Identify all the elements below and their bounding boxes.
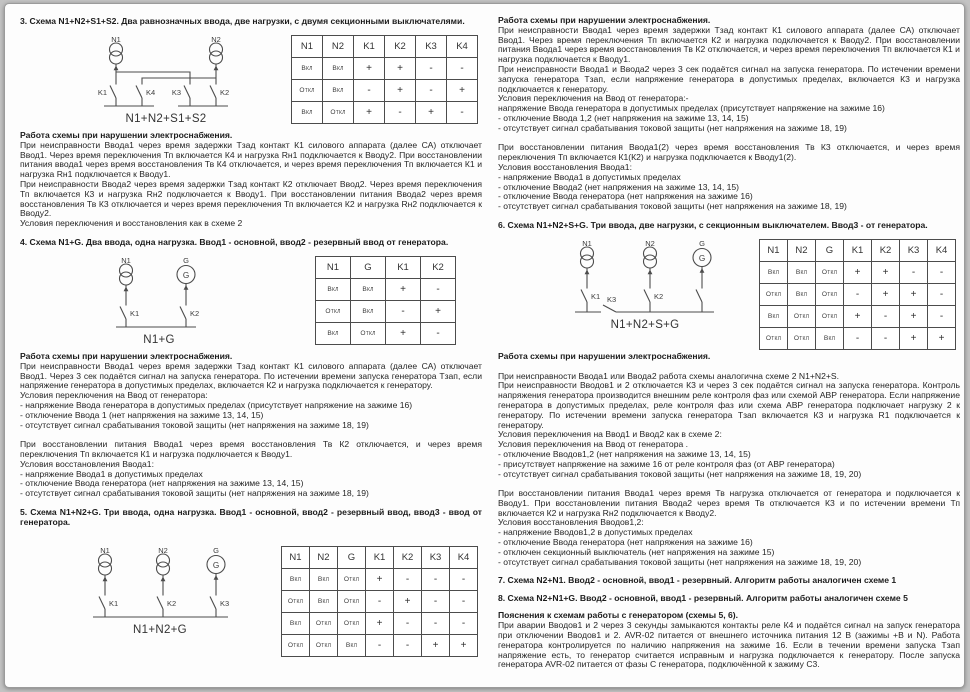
- switch-k3-label: K3: [220, 598, 230, 608]
- table-header-cell: G: [351, 256, 386, 278]
- section-7-title: 7. Схема N2+N1. Ввод2 - основной, ввод1 - резервный. Алгоритм работы аналогичен схеме 1: [498, 575, 897, 586]
- text-line: При неисправности Ввода1 и Ввода2 через 3 сек подаётся сигнал на запуска генератора. По истечении времени запуска генератора Тзап, если напряжение генератора в допустимых пределах, включается К3 и нагрузка подключается к генератору.: [498, 63, 960, 94]
- document-page: [4, 3, 965, 688]
- switch-k2-label: K2: [220, 88, 230, 97]
- table-cell: -: [385, 102, 416, 124]
- table-cell: +: [354, 58, 385, 80]
- table-header-cell: K3: [900, 239, 928, 261]
- table-cell: Откл: [351, 322, 386, 344]
- text-line: При неисправности Ввода2 через время задержки Тзад контакт К2 отключает Ввод2. Через время переключения Тп включается К3 и нагрузка Rн2 подключается к Вводу1. При восстановлении питания Ввода2 через время восстановления Тв К3 отключается и через время переключения Тп включается К2 и нагрузка Rн2 подключается к Вводу2.: [20, 178, 482, 219]
- table-cell: -: [422, 612, 450, 634]
- table-row: [316, 278, 456, 300]
- table-cell: -: [447, 58, 478, 80]
- text-heading: Работа схемы при нарушении электроснабжения.: [498, 15, 711, 25]
- table-header-cell: N1: [760, 239, 788, 261]
- table-cell: Вкл: [338, 634, 366, 656]
- table-row: [292, 102, 478, 124]
- table-cell: Откл: [788, 305, 816, 327]
- table-header-cell: N2: [310, 546, 338, 568]
- section-6-text: [498, 352, 960, 568]
- table-cell: Вкл: [310, 568, 338, 590]
- table-cell: -: [450, 590, 478, 612]
- table-cell: +: [416, 102, 447, 124]
- text-line: При восстановлении питания Ввода1(2) через время восстановления Тв К3 отключается, и через время переключения Тп включается К1(К2) и нагрузка подключается к Вводу1(2).: [498, 142, 960, 163]
- text-line: - отключение Ввода2 (нет напряжения на зажиме 13, 14, 15): [498, 181, 740, 192]
- text-line: При аварии Вводов1 и 2 через 3 секунды замыкаются контакты реле К4 и подаётся сигнал на запуск генератора при отключении Вводов1 и 2. AVR-02 питается от внешнего источника питания 12 В (зажимы +В и N). Работа генератора контролируется по наличию напряжения на зажиме 16. Если в течении времени запуска Тзап напряжение есть, то генератор считается исправным и нагрузка подключается к генератору. После запуска генератора AVR-02 питается от фазы С генератора, подключённой к зажиму С3.: [498, 620, 960, 670]
- table-cell: Откл: [310, 634, 338, 656]
- table-header-cell: G: [816, 239, 844, 261]
- switch-k1-label: K1: [130, 308, 140, 318]
- text-line: - отсутствует сигнал срабатывания токовой защиты (нет напряжения на зажиме 18, 19): [20, 419, 369, 430]
- table-cell: +: [447, 80, 478, 102]
- table-cell: +: [900, 327, 928, 349]
- two-column-layout: [20, 14, 960, 670]
- table-cell: +: [386, 278, 421, 300]
- table-cell: -: [844, 327, 872, 349]
- table-cell: -: [450, 568, 478, 590]
- table-row: [292, 58, 478, 80]
- table-cell: Вкл: [282, 568, 310, 590]
- text-line: - отсутствует сигнал срабатывания токовой защиты (нет напряжения на зажиме 18, 19): [20, 488, 369, 499]
- table-cell: +: [385, 80, 416, 102]
- state-table-5: [281, 543, 478, 657]
- table-cell: Вкл: [310, 590, 338, 612]
- text-line: - напряжение Вводов1,2 в допустимых пределах: [498, 527, 693, 538]
- table-header-cell: K3: [422, 546, 450, 568]
- table-cell: Откл: [788, 327, 816, 349]
- table-cell: Откл: [292, 80, 323, 102]
- table-header-cell: K1: [366, 546, 394, 568]
- text-line: Условия восстановления Ввода1:: [20, 458, 154, 469]
- text-line: - отсутствует сигнал срабатывания токовой защиты (нет напряжения на зажиме 18, 19, 20): [498, 468, 862, 479]
- wiring: [124, 283, 189, 305]
- table-cell: +: [928, 327, 956, 349]
- wiring: [585, 266, 705, 288]
- left-column: [20, 14, 482, 670]
- wiring: [103, 573, 219, 595]
- text-line: - отключен секционный выключатель (нет напряжения на зажиме 15): [498, 546, 775, 557]
- table-cell: -: [416, 58, 447, 80]
- table-cell: Вкл: [282, 612, 310, 634]
- table-cell: Вкл: [351, 278, 386, 300]
- table-cell: +: [421, 300, 456, 322]
- table-cell: Откл: [816, 283, 844, 305]
- transformer-n1-icon: [120, 256, 133, 285]
- table-cell: -: [366, 590, 394, 612]
- generator-icon: [177, 256, 195, 284]
- text-line: При неисправности Ввода1 через время задержки Тзад контакт К1 силового аппарата (далее СА) отключает Ввод1. Через время переключения Тп включается К4 и нагрузка Rн1 подключается к Вводу2. При восстановлении питания ввода1 через время восстановления Тв К4 отключается, и через время переключения Тп включается К1 и нагрузка Rн1 подключается к Вводу1.: [20, 139, 482, 180]
- table-cell: -: [416, 80, 447, 102]
- table-cell: -: [422, 590, 450, 612]
- table-row: [760, 283, 956, 305]
- text-line: - отсутствует сигнал срабатывания токовой защиты (нет напряжения на зажиме 18, 19): [498, 201, 847, 212]
- text-heading: Работа схемы при нарушении электроснабжения.: [20, 350, 233, 361]
- table-header-cell: K1: [386, 256, 421, 278]
- table-cell: +: [366, 568, 394, 590]
- table-header-cell: K2: [394, 546, 422, 568]
- table-header-cell: K4: [447, 36, 478, 58]
- table-cell: -: [872, 305, 900, 327]
- generator-letter: G: [698, 253, 706, 263]
- table-cell: Вкл: [788, 283, 816, 305]
- table-cell: +: [386, 322, 421, 344]
- table-cell: +: [422, 634, 450, 656]
- text-line: Условия переключения и восстановления как в схеме 2: [20, 218, 243, 229]
- source-n1-label: N1: [111, 35, 121, 44]
- table-cell: Вкл: [316, 322, 351, 344]
- switches: [120, 306, 199, 327]
- source-g-label: G: [699, 238, 705, 248]
- sectional-switch: [603, 295, 616, 312]
- switches: [98, 86, 229, 107]
- table-row: [760, 305, 956, 327]
- table-cell: Откл: [323, 102, 354, 124]
- table-header-cell: N1: [316, 256, 351, 278]
- table-cell: +: [900, 305, 928, 327]
- section-5-text: [498, 16, 960, 212]
- text-line: - отключение Ввода 1,2 (нет напряжения на зажиме 13, 14, 15): [498, 112, 749, 123]
- section-6-title: 6. Схема N1+N2+S+G. Три ввода, две нагрузки, с секционным выключателем. Ввод3 - от генератора.: [498, 219, 928, 230]
- source-n2-label: N2: [211, 35, 221, 44]
- section-4-figure-row: [20, 249, 482, 352]
- scheme-label: N1+N2+S1+S2: [125, 113, 207, 125]
- text-line: - отключение Ввода генератора (нет напряжения на зажиме 13, 14, 15): [20, 478, 304, 489]
- table-cell: Откл: [338, 590, 366, 612]
- table-cell: +: [872, 261, 900, 283]
- table-cell: -: [421, 278, 456, 300]
- source-n2-label: N2: [645, 238, 655, 248]
- table-cell: Откл: [282, 590, 310, 612]
- table-cell: +: [872, 283, 900, 305]
- text-line: - отсутствует сигнал срабатывания токовой защиты (нет напряжения на зажиме 18, 19): [498, 122, 847, 133]
- table-cell: Вкл: [323, 80, 354, 102]
- switches: [581, 289, 702, 312]
- generator-letter: G: [212, 560, 220, 570]
- table-cell: Откл: [816, 305, 844, 327]
- state-table-6: [759, 236, 956, 350]
- table-cell: Вкл: [316, 278, 351, 300]
- generator-icon: [693, 239, 711, 267]
- diagram-n1-n2-s1-s2: [54, 32, 286, 129]
- table-cell: Вкл: [292, 102, 323, 124]
- table-cell: Откл: [282, 634, 310, 656]
- switch-k3-label: K3: [607, 294, 617, 304]
- table-cell: -: [928, 305, 956, 327]
- table-cell: +: [844, 305, 872, 327]
- text-line: Условия восстановления Вводов1,2:: [498, 517, 644, 528]
- switch-k3-label: K3: [171, 88, 181, 97]
- state-table: [291, 35, 478, 124]
- table-row: [282, 590, 478, 612]
- table-header-cell: K4: [928, 239, 956, 261]
- text-line: Условия переключения на Ввод от генератора:: [20, 390, 208, 401]
- scheme-label: N1+G: [143, 333, 175, 346]
- table-row: [760, 327, 956, 349]
- table-row: [282, 568, 478, 590]
- text-heading: Работа схемы при нарушении электроснабжения.: [20, 130, 233, 140]
- table-cell: +: [385, 58, 416, 80]
- transformer-n2-icon: [644, 239, 657, 268]
- table-header-cell: K4: [450, 546, 478, 568]
- source-n2-label: N2: [158, 545, 168, 555]
- table-header-cell: N2: [323, 36, 354, 58]
- table-row: [316, 300, 456, 322]
- table-cell: -: [394, 612, 422, 634]
- section-5-title: 5. Схема N1+N2+G. Три ввода, одна нагрузка. Ввод1 - основной, ввод2 - резервный ввод, ввод3 - ввод от генератора.: [20, 506, 482, 527]
- table-cell: Откл: [760, 327, 788, 349]
- table-cell: +: [394, 590, 422, 612]
- table-header-cell: K2: [385, 36, 416, 58]
- table-cell: Вкл: [816, 327, 844, 349]
- table-row: [282, 612, 478, 634]
- text-heading: Пояснения к схемам работы с генератором (схемы 5, 6).: [498, 610, 739, 621]
- source-n1-label: N1: [100, 545, 110, 555]
- section-5-figure-row: [20, 529, 482, 659]
- table-row: [316, 322, 456, 344]
- text-line: Условия восстановления Ввода1:: [498, 161, 632, 172]
- text-line: Условия переключения на Ввод от генератора:-: [498, 93, 689, 104]
- text-line: - присутствует напряжение на зажиме 16 от реле контроля фаз (от АВР генератора): [498, 458, 835, 469]
- table-cell: +: [450, 634, 478, 656]
- table-cell: -: [421, 322, 456, 344]
- table-cell: Откл: [316, 300, 351, 322]
- table-header-cell: K1: [354, 36, 385, 58]
- diagram-n1-g: [64, 253, 254, 350]
- table-row: [282, 634, 478, 656]
- table-cell: +: [354, 102, 385, 124]
- table-header-cell: N1: [292, 36, 323, 58]
- table-cell: -: [447, 102, 478, 124]
- right-column: [498, 14, 960, 670]
- table-row: [760, 261, 956, 283]
- text-line: - отключение Ввода генератора (нет напряжения на зажиме 16): [498, 191, 753, 202]
- section-3-title: 3. Схема N1+N2+S1+S2. Два равнозначных ввода, две нагрузки, с двумя секционными выключателями.: [20, 16, 465, 26]
- switch-k1-label: K1: [109, 598, 119, 608]
- table-cell: -: [928, 283, 956, 305]
- table-cell: -: [872, 327, 900, 349]
- text-line: Условия переключения на Ввод1 и Ввод2 как в схеме 2:: [498, 429, 722, 440]
- source-n1-label: N1: [582, 238, 592, 248]
- table-cell: Откл: [760, 283, 788, 305]
- table-cell: Вкл: [323, 58, 354, 80]
- switches: [99, 596, 229, 617]
- section-4-title: 4. Схема N1+G. Два ввода, одна нагрузка. Ввод1 - основной, ввод2 - резервный ввод от генератора.: [20, 236, 449, 247]
- source-n1-label: N1: [121, 255, 131, 265]
- diagram-n1-n2-g: [60, 543, 265, 640]
- switch-k2-label: K2: [654, 291, 664, 301]
- table-header-cell: K1: [844, 239, 872, 261]
- text-line: - отсутствует сигнал срабатывания токовой защиты (нет напряжения на зажиме 18, 19, 20): [498, 556, 862, 567]
- table-cell: -: [928, 261, 956, 283]
- switch-k4-label: K4: [146, 88, 156, 97]
- transformer-n2-icon: [157, 546, 170, 575]
- transformer-n1-icon: [99, 546, 112, 575]
- table-cell: -: [366, 634, 394, 656]
- table-cell: Вкл: [788, 261, 816, 283]
- table-cell: +: [844, 261, 872, 283]
- table-header-cell: G: [338, 546, 366, 568]
- state-table: [281, 546, 478, 657]
- table-cell: Вкл: [760, 261, 788, 283]
- source-g-label: G: [213, 545, 219, 555]
- table-cell: -: [354, 80, 385, 102]
- table-cell: -: [394, 568, 422, 590]
- text-line: При восстановлении питания Ввода1 через время восстановления Тв К2 отключается, и через время переключения Тп включается К1 и нагрузка подключается к Вводу1.: [20, 439, 482, 459]
- state-table-3: [291, 32, 478, 124]
- transformer-n2-icon: [210, 35, 223, 64]
- table-cell: Откл: [816, 261, 844, 283]
- switch-k2-label: K2: [167, 598, 177, 608]
- table-cell: Откл: [310, 612, 338, 634]
- text-line: - отключение Ввода 1 (нет напряжения на зажиме 13, 14, 15): [20, 409, 264, 420]
- section-4-text: [20, 352, 482, 499]
- text-line: Условия переключения на Ввод от генератора .: [498, 439, 689, 450]
- table-cell: -: [422, 568, 450, 590]
- switch-k1-label: K1: [97, 88, 107, 97]
- table-cell: Откл: [338, 612, 366, 634]
- table-header-cell: K3: [416, 36, 447, 58]
- state-table-4: [315, 253, 456, 345]
- generator-letter: G: [182, 270, 190, 280]
- text-line: - напряжение Ввода1 в допустимых пределах: [20, 468, 203, 479]
- table-cell: Вкл: [351, 300, 386, 322]
- text-line: При восстановлении питания Ввода1 через время Тв нагрузка отключается от генератора и подключается к Вводу1. При восстановлении питания Ввода2 через время Тв отключается К3 и по истечении времени Тп включается К2 и нагрузка Rн2 подключается к Вводу2.: [498, 488, 960, 518]
- section-3-figure-row: [20, 28, 482, 131]
- text-line: - напряжение Ввода генератора в допустимых пределах (присутствует напряжение на зажиме 16): [20, 399, 413, 410]
- table-cell: +: [900, 283, 928, 305]
- generator-icon: [207, 546, 225, 574]
- table-header-cell: N2: [788, 239, 816, 261]
- scheme-label: N1+N2+G: [133, 623, 187, 636]
- switch-k1-label: K1: [591, 291, 601, 301]
- table-header-cell: K2: [872, 239, 900, 261]
- text-line: - напряжение Ввода1 в допустимых пределах: [498, 171, 681, 182]
- text-line: При неисправности Вводов1 и 2 отключается К3 и через 3 сек подаётся сигнал на запуска генератора. Контроль напряжения генератора производится внешним реле контроля фаз или схемой АВР генератора. Если напряжение генератора в допустимых пределах, реле контроля фаз или схема АВР генератора подключает нагрузку 2 к генератору. По истечении времени запуска генератора Тзап включается К3 и нагрузка R1 подключается к генератору.: [498, 380, 960, 430]
- text-line: При неисправности Ввода1 через время задержки Тзад контакт К1 силового аппарата (далее СА) отключает Ввод1. Через 3 сек подаётся сигнал на запуска генератора. По истечении времени запуска генератора Тзап, если напряжение генератора в допустимых пределах, включается К2 и нагрузка подключается к генератору.: [20, 360, 482, 391]
- text-line: напряжение Ввода генератора в допустимых пределах (присутствует напряжение на зажиме 16): [498, 103, 885, 114]
- text-heading: Работа схемы при нарушении электроснабжения.: [498, 350, 711, 361]
- generator-notes-text: [498, 611, 960, 670]
- text-line: При неисправности Ввода1 или Ввода2 работа схемы аналогична схеме 2 N1+N2+S.: [498, 370, 839, 381]
- table-header-cell: N1: [282, 546, 310, 568]
- transformer-n1-icon: [581, 239, 594, 268]
- transformer-n1-icon: [110, 35, 123, 64]
- table-cell: -: [386, 300, 421, 322]
- scheme-label: N1+N2+S+G: [610, 318, 680, 331]
- table-cell: Вкл: [292, 58, 323, 80]
- table-cell: -: [394, 634, 422, 656]
- switch-k2-label: K2: [190, 308, 200, 318]
- table-cell: -: [844, 283, 872, 305]
- diagram-n1-n2-s-g: [542, 236, 757, 336]
- table-cell: -: [900, 261, 928, 283]
- table-cell: +: [366, 612, 394, 634]
- state-table: [759, 239, 956, 350]
- text-line: - отключение Ввода генератора (нет напряжения на зажиме 16): [498, 537, 753, 548]
- table-header-cell: K2: [421, 256, 456, 278]
- state-table: [315, 256, 456, 345]
- section-6-figure-row: [498, 232, 960, 352]
- text-line: При неисправности Ввода1 через время задержки Тзад контакт К1 силового аппарата (далее СА) отключает Ввод1. Через время переключения Тп включается К2 и нагрузка подключается к Вводу2. При восстановлении питания Ввода1 через время восстановления Тв К2 отключается, и через время переключения Тп включается К1 и нагрузка подключается к Вводу1.: [498, 24, 960, 65]
- table-cell: Вкл: [760, 305, 788, 327]
- source-g-label: G: [183, 255, 189, 265]
- text-line: - отключение Вводов1,2 (нет напряжения на зажиме 13, 14, 15): [498, 448, 751, 459]
- table-row: [292, 80, 478, 102]
- table-cell: -: [450, 612, 478, 634]
- section-8-title: 8. Схема N2+N1+G. Ввод2 - основной, ввод1 - резервный. Алгоритм работы аналогичен схеме 5: [498, 593, 908, 604]
- table-cell: Откл: [338, 568, 366, 590]
- wiring: [114, 64, 219, 85]
- section-3-text: [20, 131, 482, 229]
